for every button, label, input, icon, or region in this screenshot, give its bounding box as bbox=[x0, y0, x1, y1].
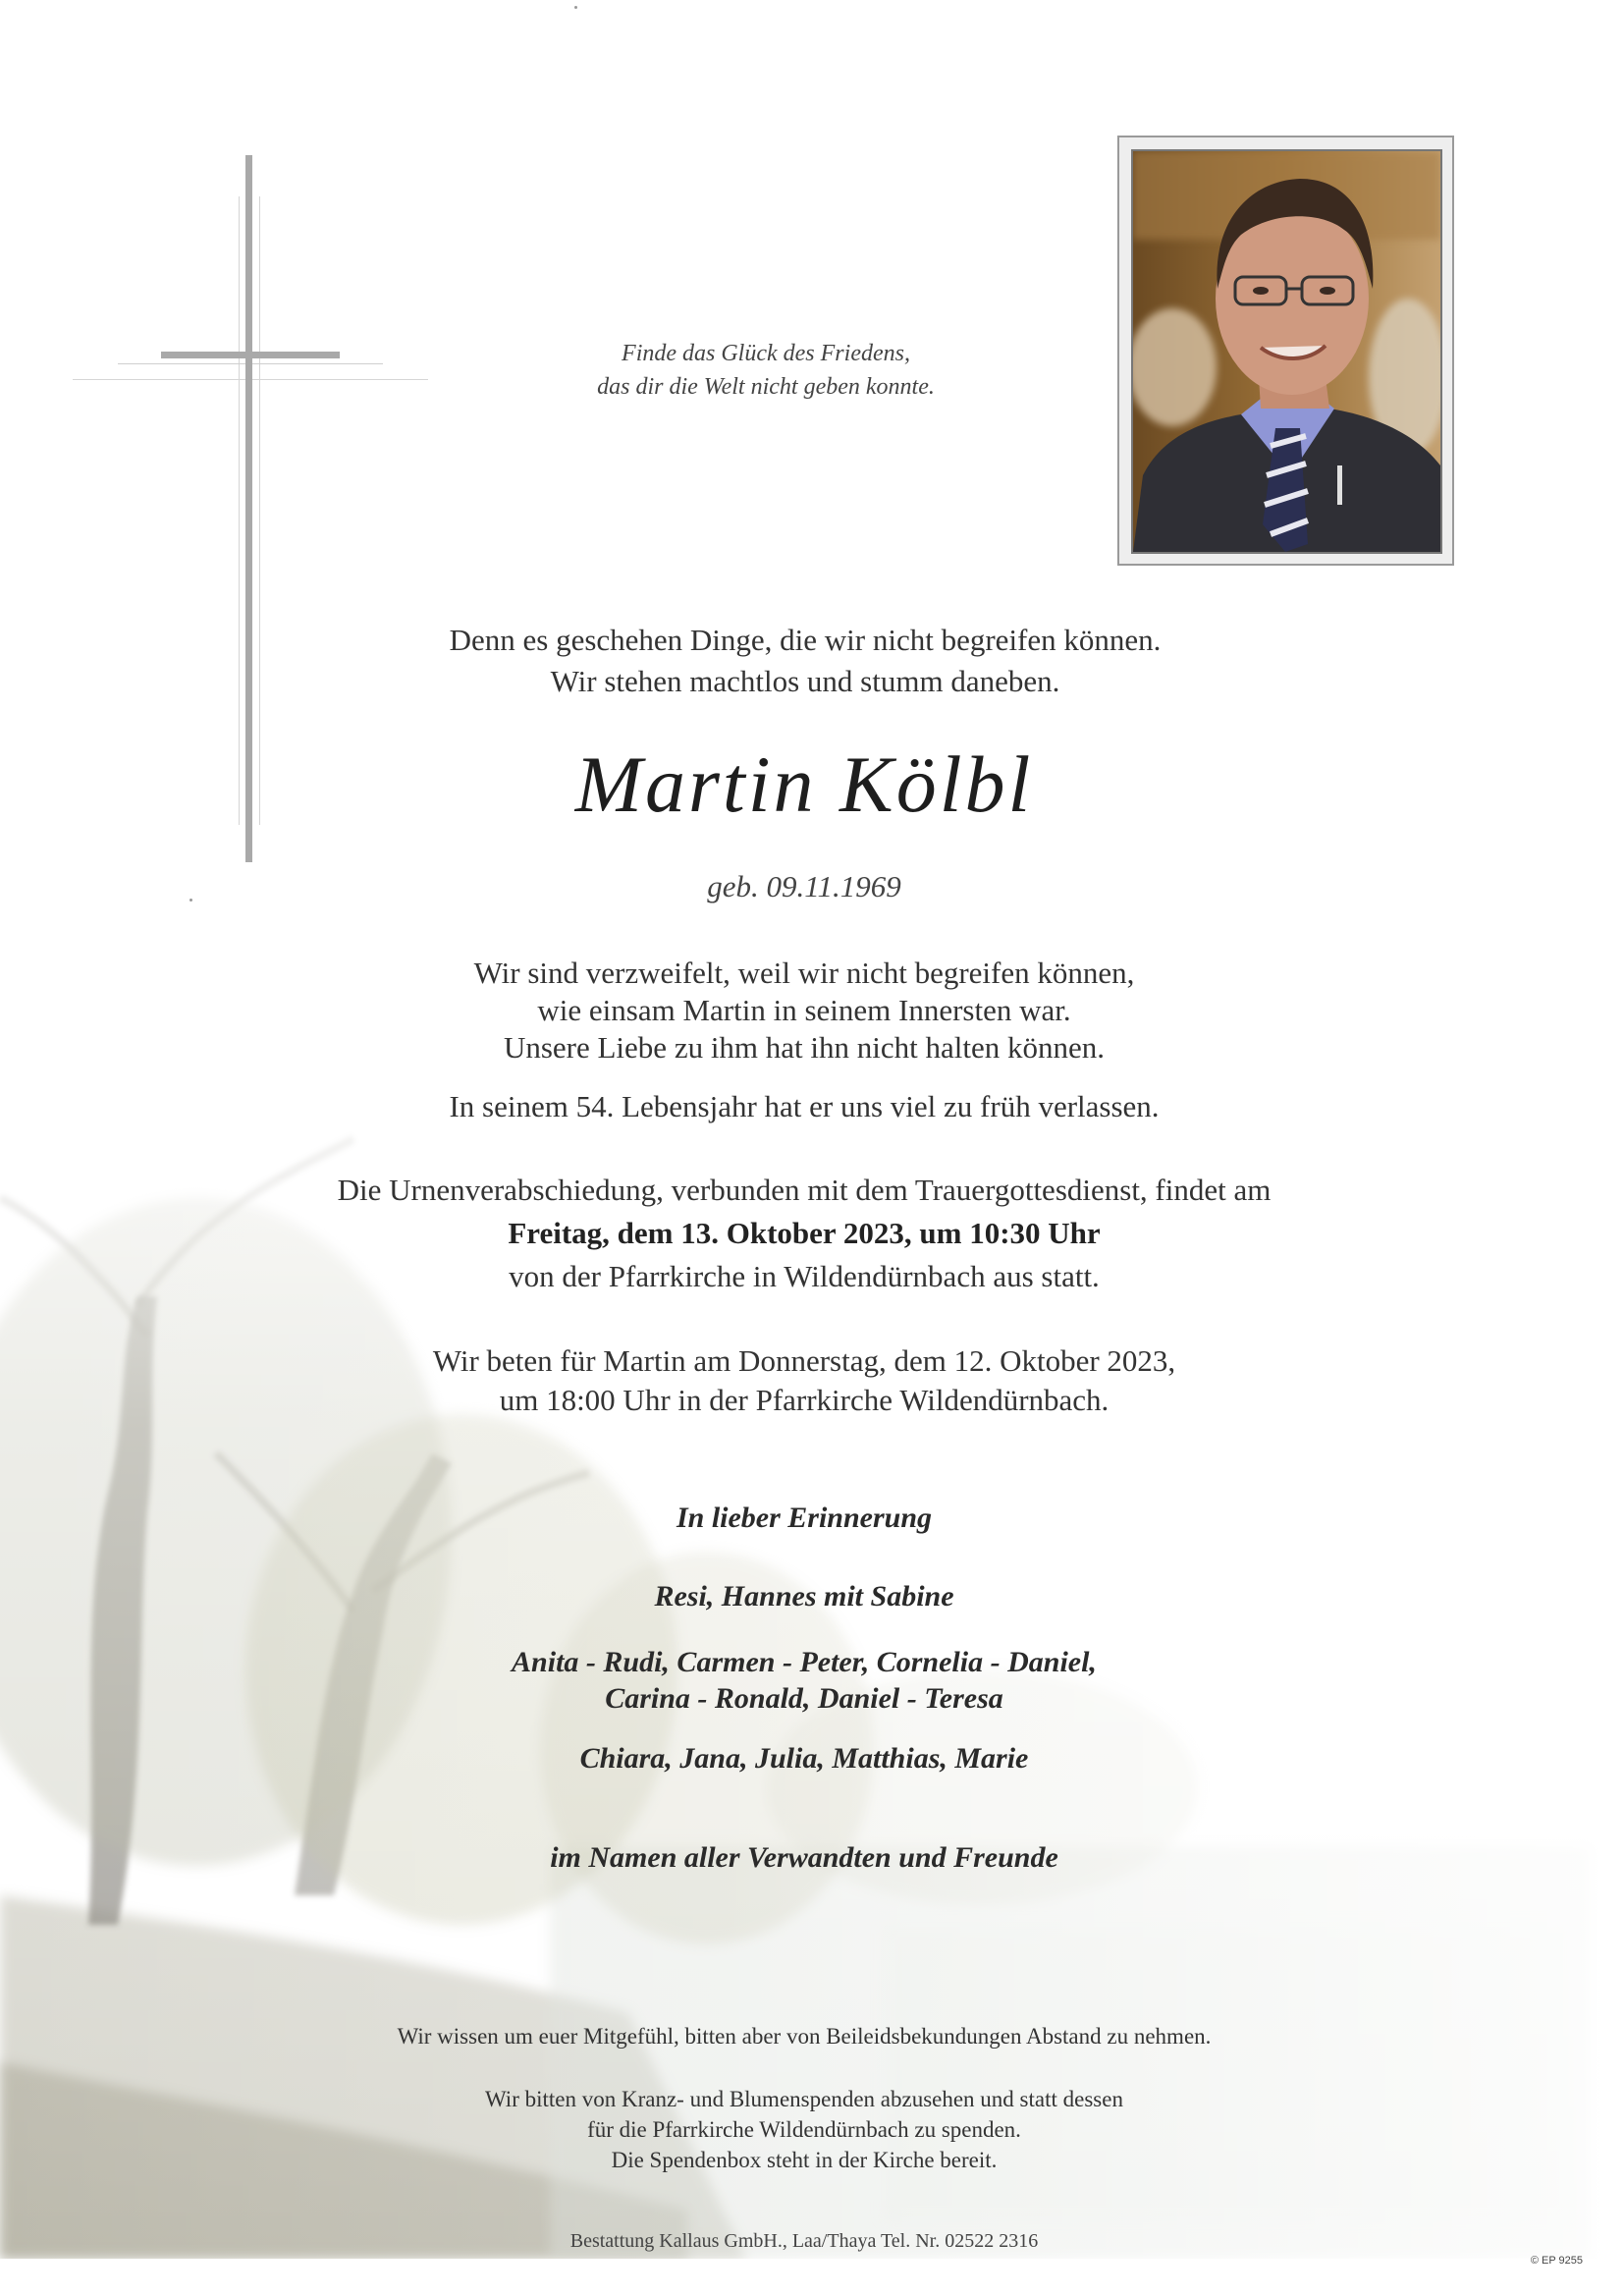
cross-horizontal-bar bbox=[161, 352, 340, 358]
cross-vertical-line-right bbox=[259, 196, 260, 825]
donation-line: für die Pfarrkirche Wildendürnbach zu spenden. bbox=[587, 2117, 1021, 2142]
donation-line: Wir bitten von Kranz- und Blumenspenden abzusehen und statt dessen bbox=[485, 2087, 1123, 2111]
deceased-name: Martin Kölbl bbox=[574, 739, 1034, 829]
lead-line: Denn es geschehen Dinge, die wir nicht begreifen können. bbox=[449, 623, 1162, 657]
service-date: Freitag, dem 13. Oktober 2023, um 10:30 Uhr bbox=[508, 1216, 1101, 1250]
paragraph-age: In seinem 54. Lebensjahr hat er uns viel zu früh verlassen. bbox=[449, 1089, 1160, 1123]
service-line: von der Pfarrkirche in Wildendürnbach aus statt. bbox=[509, 1259, 1100, 1293]
motto-line: Finde das Glück des Friedens, bbox=[622, 341, 910, 366]
portrait-photo bbox=[1131, 149, 1442, 554]
lead-line: Wir stehen machtlos und stumm daneben. bbox=[550, 664, 1060, 698]
service-line: Die Urnenverabschiedung, verbunden mit dem Trauergottesdienst, findet am bbox=[337, 1173, 1272, 1207]
mourners-closing: im Namen aller Verwandten und Freunde bbox=[550, 1841, 1058, 1874]
cross-vertical-line-left bbox=[239, 196, 240, 825]
mourners-line: Carina - Ronald, Daniel - Teresa bbox=[605, 1682, 1003, 1715]
motto bbox=[530, 337, 1001, 404]
paragraph-line: Unsere Liebe zu ihm hat ihn nicht halten können. bbox=[503, 1030, 1106, 1065]
birth-date: geb. 09.11.1969 bbox=[707, 869, 901, 903]
document-code: © EP 9255 bbox=[1530, 2255, 1583, 2267]
prayer-announcement bbox=[0, 1341, 1616, 1420]
scan-speck bbox=[574, 6, 577, 9]
mourners-line: Resi, Hannes mit Sabine bbox=[654, 1580, 954, 1613]
mourners-heading: In lieber Erinnerung bbox=[676, 1502, 933, 1534]
paragraph-line: Wir sind verzweifelt, weil wir nicht begreifen können, bbox=[473, 956, 1135, 990]
condolence-notice: Wir wissen um euer Mitgefühl, bitten aber von Beileidsbekundungen Abstand zu nehmen. bbox=[397, 2024, 1212, 2049]
service-announcement bbox=[0, 1169, 1616, 1298]
paragraph-line: wie einsam Martin in seinem Innersten war. bbox=[537, 993, 1071, 1027]
donation-notice bbox=[0, 2084, 1616, 2175]
funeral-home-footer: Bestattung Kallaus GmbH., Laa/Thaya Tel. Nr. 02522 2316 bbox=[569, 2230, 1039, 2252]
prayer-line: um 18:00 Uhr in der Pfarrkirche Wildendürnbach. bbox=[499, 1383, 1110, 1417]
motto-line: das dir die Welt nicht geben konnte. bbox=[597, 374, 935, 400]
paragraph-grief bbox=[0, 955, 1616, 1066]
lead-text bbox=[0, 620, 1617, 702]
donation-line: Die Spendenbox steht in der Kirche bereit. bbox=[611, 2148, 998, 2172]
mourners-line: Anita - Rudi, Carmen - Peter, Cornelia - Daniel, bbox=[512, 1646, 1097, 1678]
prayer-line: Wir beten für Martin am Donnerstag, dem 12. Oktober 2023, bbox=[432, 1343, 1176, 1378]
mourners-line: Chiara, Jana, Julia, Matthias, Marie bbox=[579, 1742, 1029, 1775]
